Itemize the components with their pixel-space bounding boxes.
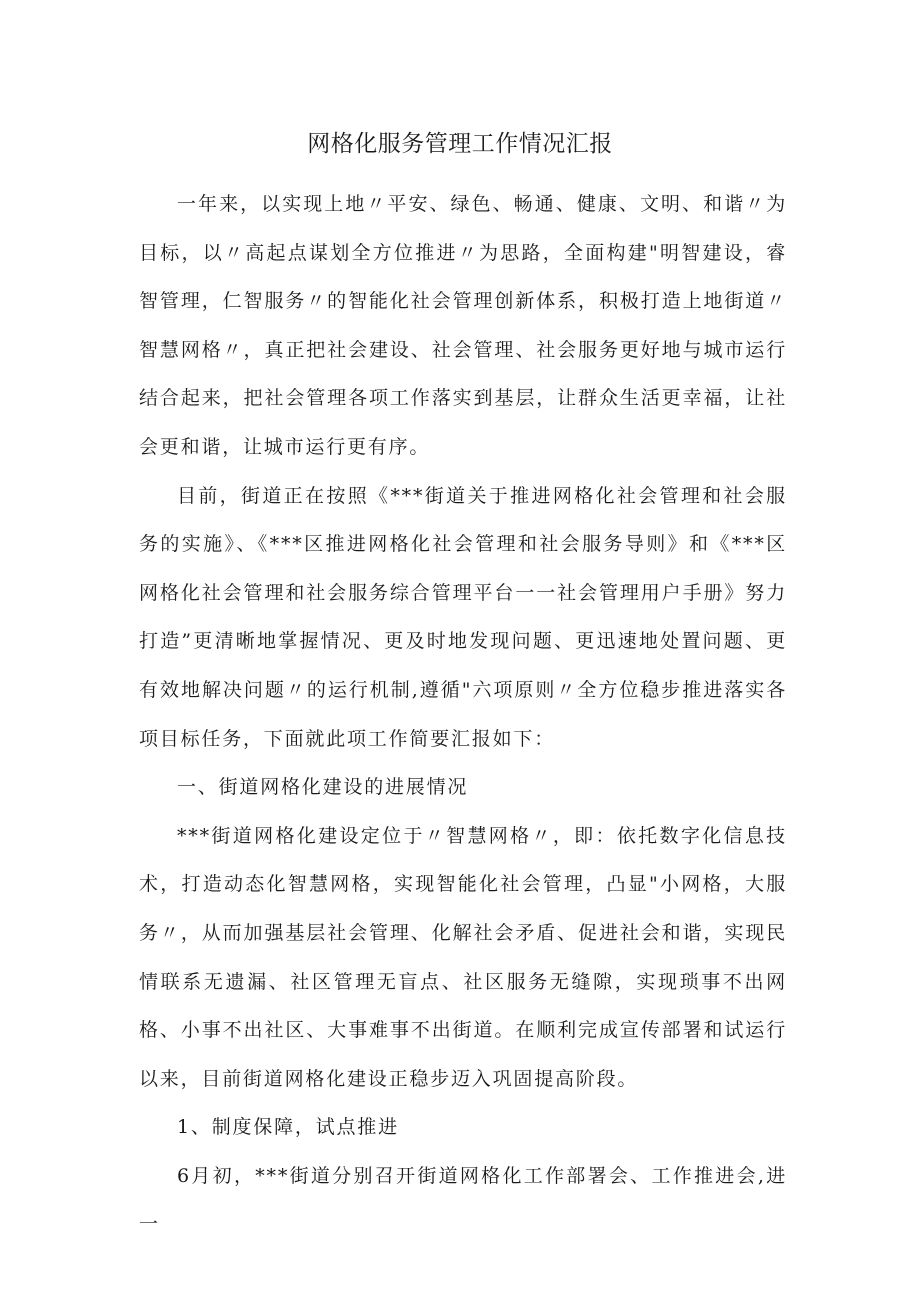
subsection-heading-1: 1、制度保障，试点推进 bbox=[177, 1116, 399, 1139]
paragraph-grid-positioning: ***街道网格化建设定位于〃智慧网格〃，即：依托数字化信息技术，打造动态化智慧网格，实现智能化社会管理，凸显"小网格，大服务〃，从而加强基层社会管理、化解社会矛盾、促进社会和谐，实现民情联系无遗漏、社区管理无盲点、社区服务无缝隙，实现琐事不出网格、小事不出社区、大事难事不出街道。在顺利完成宣传部署和试运行以来，目前街道网格化建设正稳步迈入巩固提高阶段。 bbox=[139, 824, 787, 1090]
document-body bbox=[139, 180, 787, 1249]
paragraph-june: 6月初，***街道分别召开街道网格化工作部署会、工作推进会,进一 bbox=[139, 1164, 787, 1236]
document-title: 网格化服务管理工作情况汇报 bbox=[307, 131, 613, 157]
paragraph-intro: 一年来，以实现上地〃平安、绿色、畅通、健康、文明、和谐〃为目标，以〃高起点谋划全方位推进〃为思路，全面构建"明智建设，睿智管理，仁智服务〃的智能化社会管理创新体系，积极打造上地街道〃智慧网格〃，真正把社会建设、社会管理、社会服务更好地与城市运行结合起来，把社会管理各项工作落实到基层，让群众生活更幸福，让社会更和谐，让城市运行更有序。 bbox=[139, 193, 787, 458]
section-heading-1: 一、街道网格化建设的进展情况 bbox=[177, 776, 469, 799]
paragraph-current-work: 目前，街道正在按照《***街道关于推进网格化社会管理和社会服务的实施》、《***区推进网格化社会管理和社会服务导则》和《***区网格化社会管理和社会服务综合管理平台一一社会管理用户手册》努力打造”更清晰地掌握情况、更及时地发现问题、更迅速地处置问题、更有效地解决问题〃的运行机制,遵循"六项原则〃全方位稳步推进落实各项目标任务，下面就此项工作简要汇报如下： bbox=[139, 484, 787, 750]
